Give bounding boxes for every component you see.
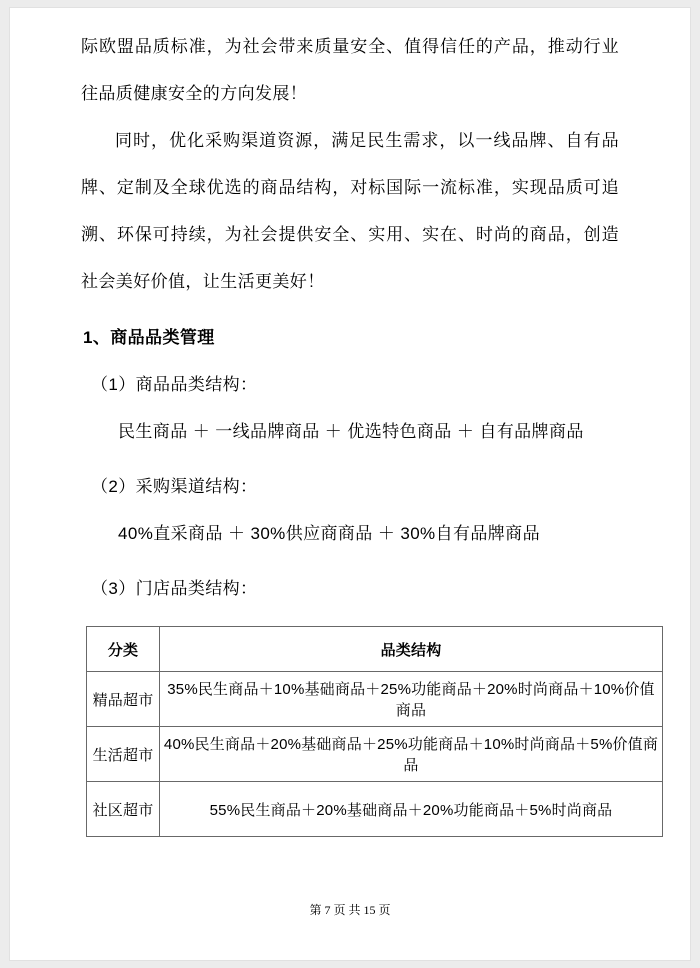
- section-heading: 1、商品品类管理: [83, 328, 215, 347]
- list-item-2-value: 40%直采商品 ＋ 30%供应商商品 ＋ 30%自有品牌商品: [118, 524, 540, 543]
- list-item-1-label: （1）商品品类结构：: [91, 375, 258, 394]
- table-cell-category: 生活超市: [87, 727, 160, 782]
- paragraph-continued: 际欧盟品质标准，为社会带来质量安全、值得信任的产品，推动行业往品质健康安全的方向发展！: [81, 37, 619, 103]
- table-cell-category: 社区超市: [87, 782, 160, 837]
- list-item-2-label: （2）采购渠道结构：: [91, 477, 258, 496]
- table-cell-structure: 35%民生商品＋10%基础商品＋25%功能商品＋20%时尚商品＋10%价值商品: [160, 672, 663, 727]
- table-row: [87, 782, 663, 837]
- table-header-row: [87, 627, 663, 672]
- table-header-category: 分类: [87, 627, 160, 672]
- table-cell-category: 精品超市: [87, 672, 160, 727]
- list-item-1-value: 民生商品 ＋ 一线品牌商品 ＋ 优选特色商品 ＋ 自有品牌商品: [118, 422, 584, 441]
- list-item-3-label: （3）门店品类结构：: [91, 579, 258, 598]
- table-row: [87, 727, 663, 782]
- table-row: [87, 672, 663, 727]
- paragraph: 同时，优化采购渠道资源，满足民生需求，以一线品牌、自有品牌、定制及全球优选的商品结构，对标国际一流标准，实现品质可追溯、环保可持续，为社会提供安全、实用、实在、时尚的商品，创造社会美好价值，让生活更美好！: [81, 131, 619, 291]
- category-structure-table: [86, 626, 663, 837]
- document-body: [10, 8, 690, 837]
- table-cell-structure: 55%民生商品＋20%基础商品＋20%功能商品＋5%时尚商品: [160, 782, 663, 837]
- table-header-structure: 品类结构: [160, 627, 663, 672]
- page-number-footer: 第 7 页 共 15 页: [309, 903, 391, 917]
- table-cell-structure: 40%民生商品＋20%基础商品＋25%功能商品＋10%时尚商品＋5%价值商品: [160, 727, 663, 782]
- document-page: [9, 7, 691, 961]
